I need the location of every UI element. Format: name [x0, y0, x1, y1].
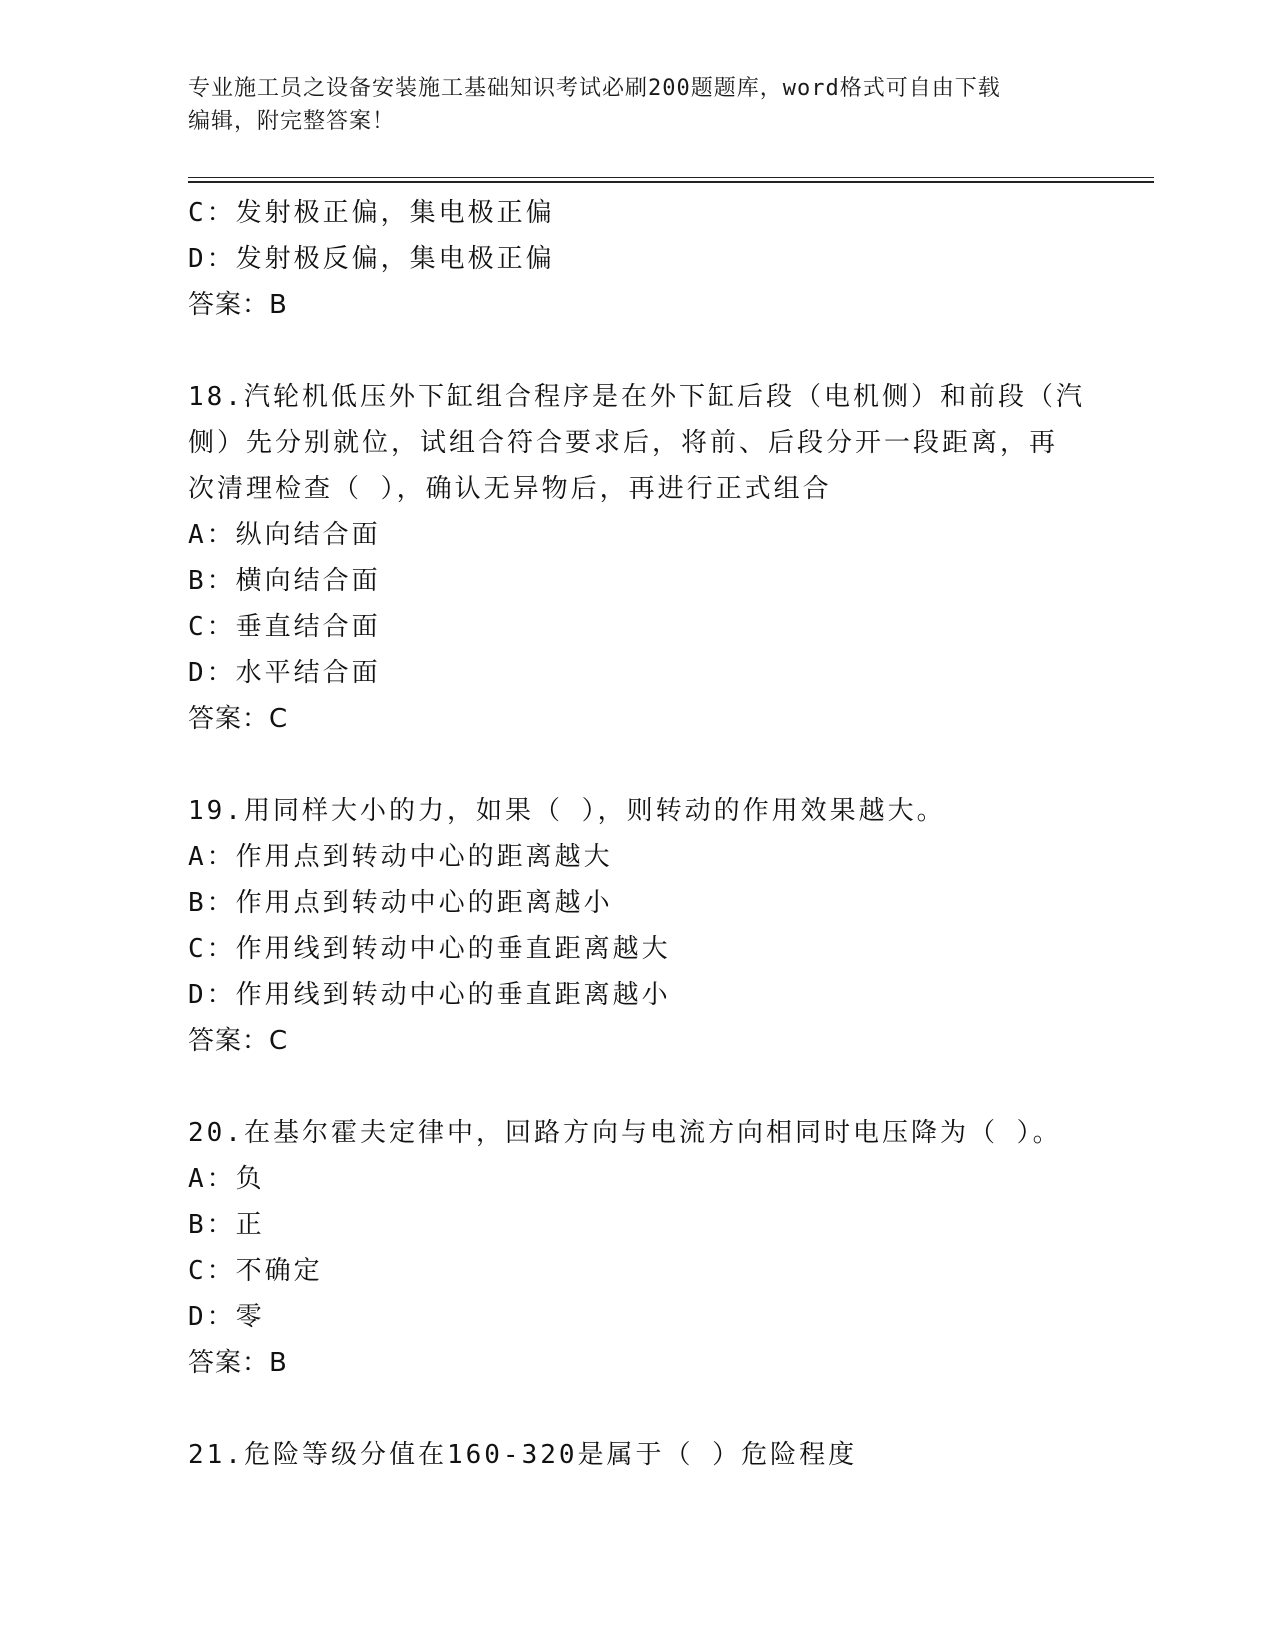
- option-d: D：发射极反偏，集电极正偏: [188, 244, 555, 274]
- question-stem-line: 19.用同样大小的力，如果（ ），则转动的作用效果越大。: [188, 796, 946, 826]
- question-stem-line: 次清理检查（ ），确认无异物后，再进行正式组合: [188, 474, 832, 504]
- header-divider-thick: [188, 181, 1154, 183]
- answer-label: 答案：B: [188, 290, 288, 320]
- question-stem-line: 侧）先分别就位，试组合符合要求后，将前、后段分开一段距离，再: [188, 428, 1059, 458]
- option-d: D：水平结合面: [188, 658, 381, 688]
- question-21: [188, 1432, 1088, 1478]
- spacer: [188, 1386, 1088, 1432]
- option-c: C：不确定: [188, 1256, 323, 1286]
- question-19: [188, 788, 1088, 1064]
- option-d: D：作用线到转动中心的垂直距离越小: [188, 980, 671, 1010]
- option-c: C：作用线到转动中心的垂直距离越大: [188, 934, 671, 964]
- option-b: B：横向结合面: [188, 566, 381, 596]
- answer-label: 答案：B: [188, 1348, 288, 1378]
- question-stem-line: 18.汽轮机低压外下缸组合程序是在外下缸后段（电机侧）和前段（汽: [188, 382, 1085, 412]
- question-20: [188, 1110, 1088, 1386]
- answer-label: 答案：C: [188, 704, 289, 734]
- option-c: C：发射极正偏，集电极正偏: [188, 198, 555, 228]
- question-stem-line: 21.危险等级分值在160-320是属于（ ）危险程度: [188, 1440, 858, 1470]
- option-c: C：垂直结合面: [188, 612, 381, 642]
- option-a: A：作用点到转动中心的距离越大: [188, 842, 613, 872]
- option-a: A：负: [188, 1164, 265, 1194]
- question-17-continuation: [188, 190, 1088, 328]
- option-b: B：正: [188, 1210, 265, 1240]
- header-title-line-2: 编辑，附完整答案！: [188, 109, 396, 134]
- question-18: [188, 374, 1088, 742]
- option-d: D：零: [188, 1302, 265, 1332]
- spacer: [188, 742, 1088, 788]
- spacer: [188, 328, 1088, 374]
- spacer: [188, 1064, 1088, 1110]
- header-divider-thin: [188, 177, 1154, 178]
- header-title-line-1: 专业施工员之设备安装施工基础知识考试必刷200题题库，word格式可自由下载: [188, 76, 1001, 101]
- document-header: [188, 72, 1088, 138]
- option-a: A：纵向结合面: [188, 520, 381, 550]
- question-list: [188, 190, 1088, 1478]
- answer-label: 答案：C: [188, 1026, 289, 1056]
- question-stem-line: 20.在基尔霍夫定律中，回路方向与电流方向相同时电压降为（ ）。: [188, 1118, 1062, 1148]
- option-b: B：作用点到转动中心的距离越小: [188, 888, 613, 918]
